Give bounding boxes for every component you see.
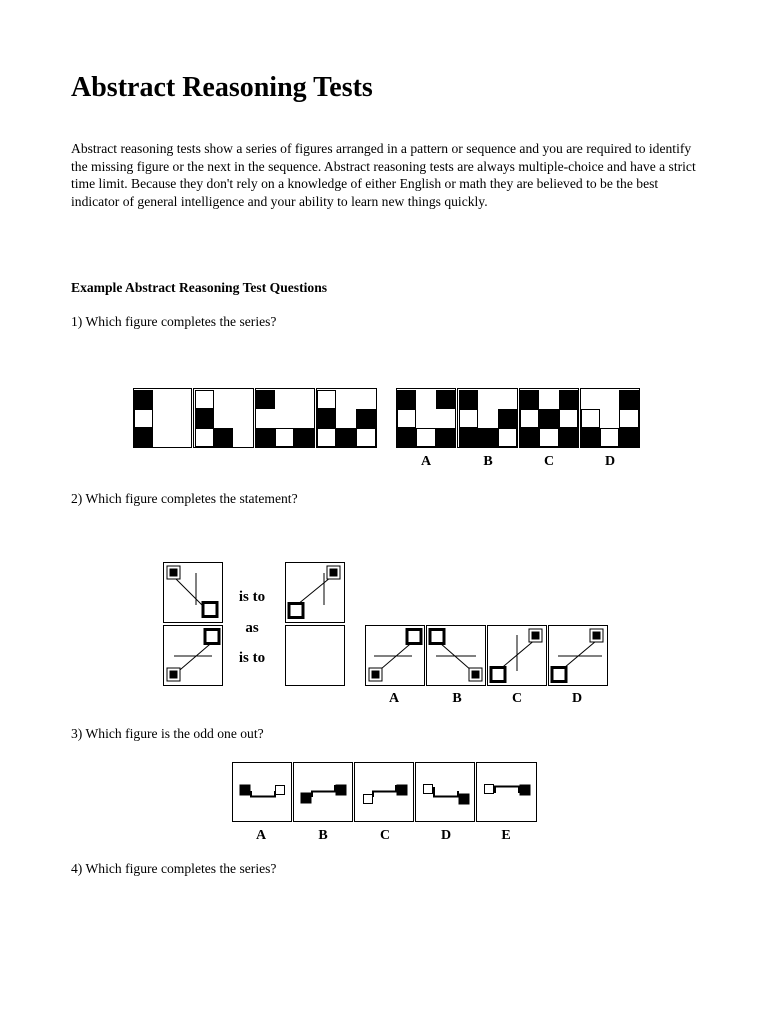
q1-option-label-b: B	[483, 454, 493, 469]
page-title: Abstract Reasoning Tests	[71, 72, 373, 103]
q3-option-label-d: D	[440, 828, 452, 843]
question-3-figure	[230, 759, 542, 843]
q2-option-label-b: B	[452, 691, 462, 706]
q3-option-label-a: A	[255, 828, 267, 843]
q2-option-label-a: A	[388, 691, 400, 706]
question-1-figure	[130, 386, 642, 472]
q1-option-label-a: A	[420, 454, 432, 469]
question-2-figure	[160, 559, 612, 709]
intro-paragraph: Abstract reasoning tests show a series of figures arranged in a pattern or sequence and you are required to identify the missing figure or the next in the sequence. Abstract reasoning tests are always multiple-choice and have a strict time limit. Because they don't rely on a knowledge of either English or math they are believed to be the best indicator of general intelligence and your ability to learn new things quickly.	[71, 141, 696, 209]
q2-is-to-text-2: is to	[238, 650, 266, 666]
q2-is-to-text-1: is to	[238, 589, 266, 605]
question-3-text: 3) Which figure is the odd one out?	[71, 726, 264, 741]
q3-option-label-b: B	[318, 828, 328, 843]
q2-option-label-d: D	[571, 691, 583, 706]
q2-analogy-frame-4	[286, 626, 345, 686]
question-4-text: 4) Which figure completes the series?	[71, 861, 277, 876]
q2-option-label-c: C	[511, 691, 523, 706]
section-heading: Example Abstract Reasoning Test Questions	[71, 280, 328, 295]
q1-option-label-d: D	[604, 454, 616, 469]
question-1-text: 1) Which figure completes the series?	[71, 314, 277, 329]
q3-option-label-c: C	[379, 828, 391, 843]
question-2-text: 2) Which figure completes the statement?	[71, 491, 298, 506]
q2-as-text: as	[245, 620, 259, 636]
q3-option-label-e: E	[501, 828, 511, 843]
q1-option-label-c: C	[543, 454, 555, 469]
